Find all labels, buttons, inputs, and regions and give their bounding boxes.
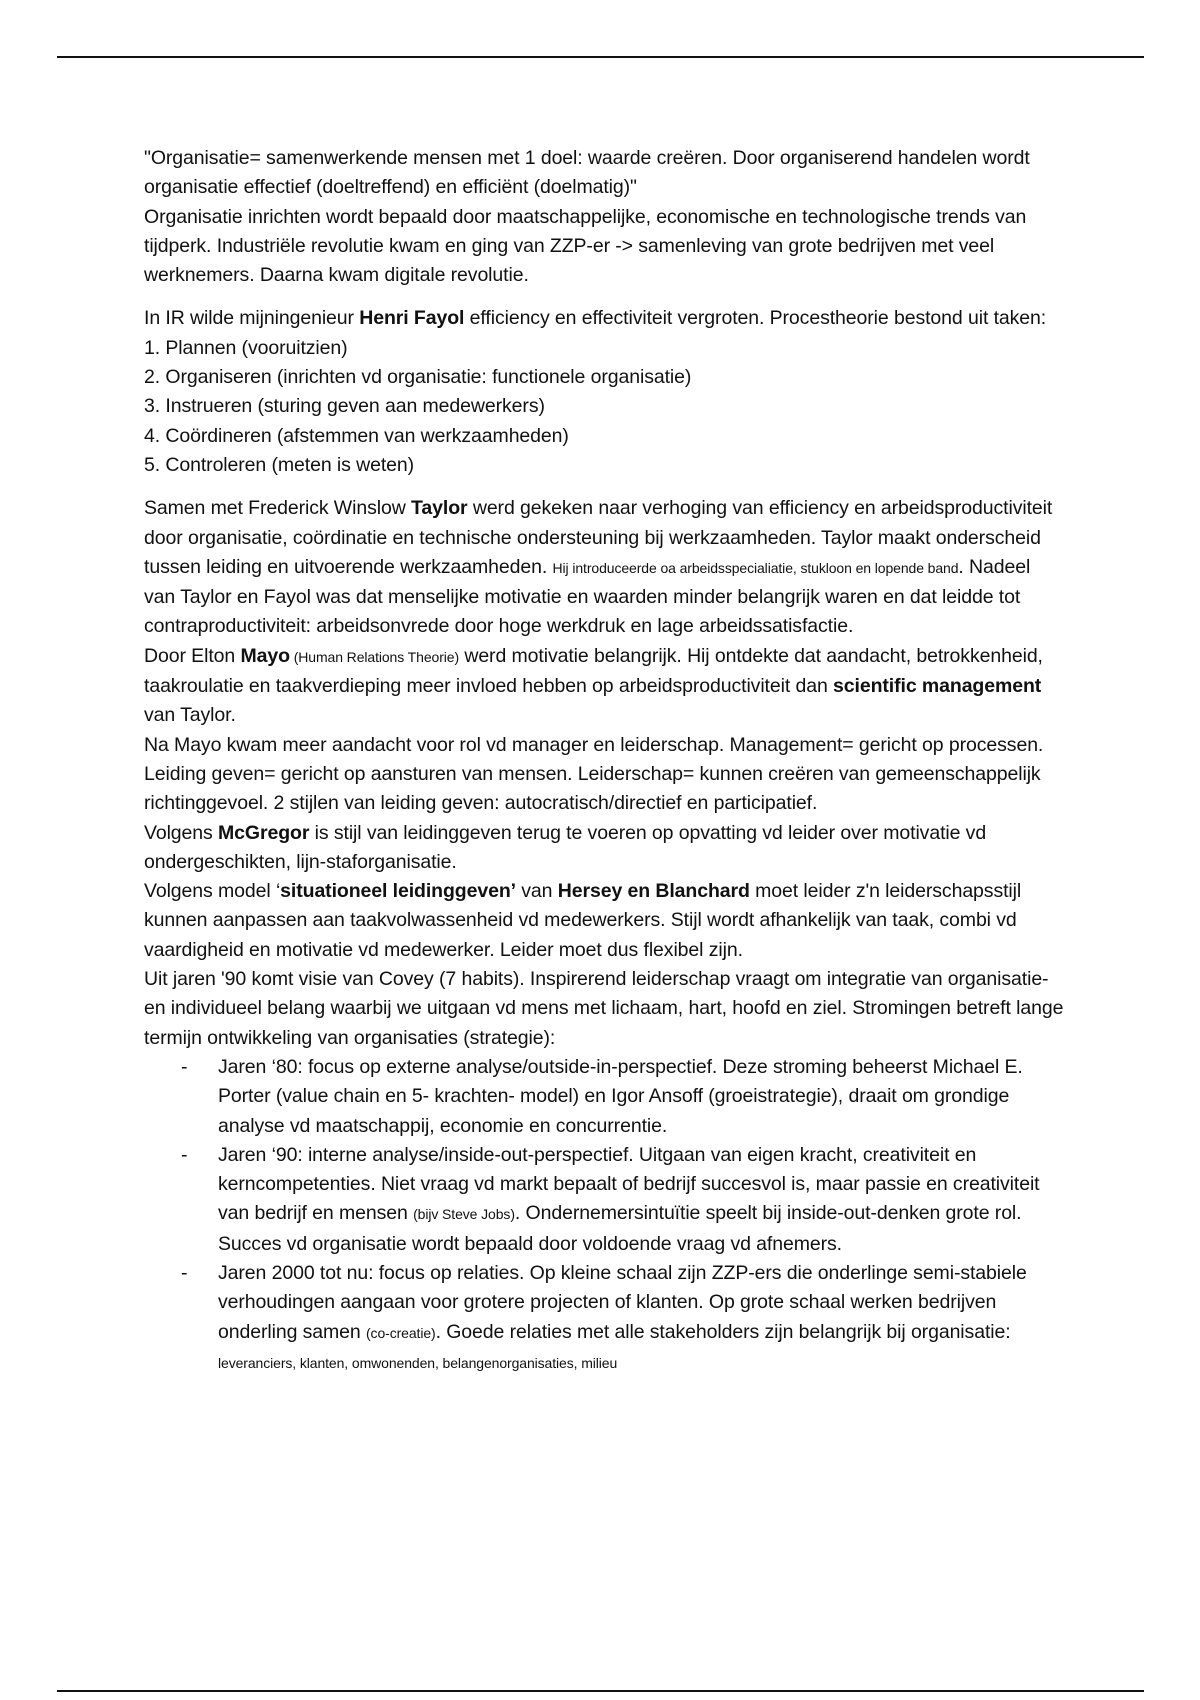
mcgregor-paragraph: Volgens McGregor is stijl van leidinggeven terug te voeren op opvatting vd leider over motivatie vd ondergeschikten, lijn-staforganisatie.	[144, 821, 987, 873]
document-body	[144, 144, 1064, 1378]
fayol-task-list	[144, 334, 1064, 480]
strategy-list	[144, 1053, 1064, 1378]
fayol-paragraph: In IR wilde mijningenieur Henri Fayol efficiency en effectiviteit vergroten. Procestheorie bestond uit taken:	[144, 307, 1047, 330]
fayol-name: Henri Fayol	[359, 307, 465, 330]
mayo-paragraph: Door Elton Mayo (Human Relations Theorie) werd motivatie belangrijk. Hij ontdekte dat aandacht, betrokkenheid, taakroulatie en taakverdieping meer invloed hebben op arbeidsproductiviteit dan scientific management van Taylor.	[144, 644, 1043, 727]
taylor-paragraph: Samen met Frederick Winslow Taylor werd gekeken naar verhoging van efficiency en arbeidsproductiviteit door organisatie, coördinatie en technische ondersteuning bij werkzaamheden. Taylor maakt onderscheid tussen leiding en uitvoerende werkzaamheden. Hij introduceerde oa arbeidsspecialiatie, stukloon en lopende band. Nadeel van Taylor en Fayol was dat menselijke motivatie en waarden minder belangrijk waren en dat leidde tot contraproductiviteit: arbeidsonvrede door hoge werkdruk en lage arbeidssatisfactie.	[144, 497, 1053, 638]
mayo-name: Mayo	[240, 644, 290, 667]
trends-paragraph: Organisatie inrichten wordt bepaald door maatschappelijke, economische en technologische trends van tijdperk. Industriële revolutie kwam en ging van ZZP-er -> samenleving van grote bedrijven met veel werknemers. Daarna kwam digitale revolutie.	[144, 205, 1027, 287]
list-item: - Jaren ‘90: interne analyse/inside-out-perspectief. Uitgaan van eigen kracht, creativiteit en kerncompetenties. Niet vraag vd markt bepaalt of bedrijf succesvol is, maar passie en creativiteit van bedrijf en mensen (bijv Steve Jobs). Ondernemersintuïtie speelt bij inside-out-denken grote rol. Succes vd organisatie wordt bepaald door voldoende vraag vd afnemers.	[144, 1141, 1064, 1259]
list-item: 2. Organiseren (inrichten vd organisatie: functionele organisatie)	[144, 366, 692, 389]
leadership-paragraph: Na Mayo kwam meer aandacht voor rol vd manager en leiderschap. Management= gericht op processen. Leiding geven= gericht op aansturen van mensen. Leiderschap= kunnen creëren van gemeenschappelijk richtinggevoel. 2 stijlen van leiding geven: autocratisch/directief en participatief.	[144, 733, 1044, 815]
list-item: 1. Plannen (vooruitzien)	[144, 336, 348, 359]
mcgregor-name: McGregor	[218, 821, 310, 844]
list-item: - Jaren 2000 tot nu: focus op relaties. Op kleine schaal zijn ZZP-ers die onderlinge semi-stabiele verhoudingen aangaan voor grotere projecten of klanten. Op grote schaal werken bedrijven onderling samen (co-creatie). Goede relaties met alle stakeholders zijn belangrijk bij organisatie: leveranciers, klanten, omwonenden, belangenorganisaties, milieu	[144, 1259, 1064, 1378]
list-item: 4. Coördineren (afstemmen van werkzaamheden)	[144, 424, 569, 447]
covey-paragraph: Uit jaren '90 komt visie van Covey (7 habits). Inspirerend leiderschap vraagt om integratie van organisatie- en individueel belang waarbij we uitgaan vd mens met lichaam, hart, hoofd en ziel. Stromingen betreft lange termijn ontwikkeling van organisaties (strategie):	[144, 968, 1064, 1049]
list-item: 5. Controleren (meten is weten)	[144, 453, 415, 476]
hersey-blanchard-names: Hersey en Blanchard	[557, 880, 750, 903]
hersey-blanchard-paragraph: Volgens model ‘situationeel leidinggeven’ van Hersey en Blanchard moet leider z'n leiderschapsstijl kunnen aanpassen aan taakvolwassenheid vd medewerkers. Stijl wordt afhankelijk van taak, combi vd vaardigheid en motivatie vd medewerker. Leider moet dus flexibel zijn.	[144, 880, 1022, 961]
header-rule	[57, 56, 1144, 58]
scientific-management-term: scientific management	[833, 675, 1042, 698]
definition-paragraph: "Organisatie= samenwerkende mensen met 1 doel: waarde creëren. Door organiserend handelen wordt organisatie effectief (doeltreffend) en efficiënt (doelmatig)"	[144, 147, 1030, 199]
situational-leadership-term: situationeel leidinggeven’	[280, 880, 516, 903]
taylor-name: Taylor	[411, 497, 468, 520]
footer-rule	[57, 1690, 1144, 1692]
list-item: 3. Instrueren (sturing geven aan medewerkers)	[144, 395, 545, 418]
list-item: - Jaren ‘80: focus op externe analyse/outside-in-perspectief. Deze stroming beheerst Michael E. Porter (value chain en 5- krachten- model) en Igor Ansoff (groeistrategie), draait om grondige analyse vd maatschappij, economie en concurrentie.	[144, 1053, 1064, 1141]
